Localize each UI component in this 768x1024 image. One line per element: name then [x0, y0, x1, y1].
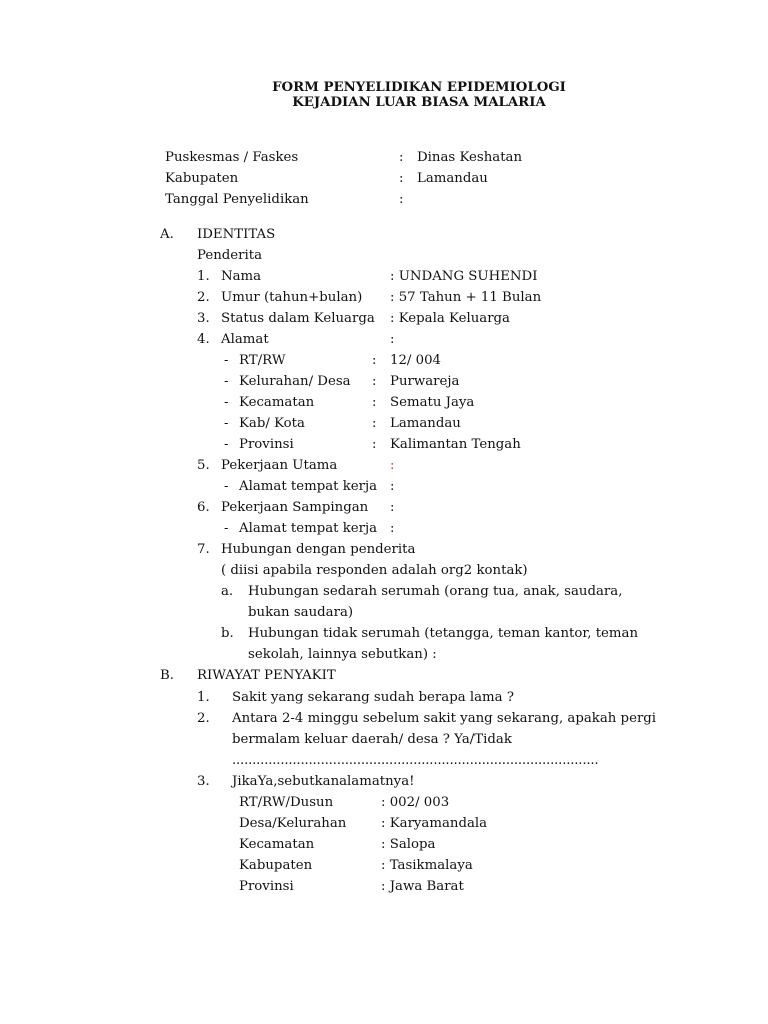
- address-label-kelurahan: Kelurahan/ Desa: [239, 374, 351, 389]
- address-dash: -: [224, 353, 229, 368]
- q3-label-kecamatan: Kecamatan: [239, 837, 315, 852]
- address-value-rtrw: 12/ 004: [390, 353, 442, 368]
- section-a-letter: A.: [160, 227, 174, 242]
- address-label-kecamatan: Kecamatan: [239, 395, 315, 410]
- item-number: 5.: [197, 458, 210, 473]
- item-label-alamat: Alamat: [221, 332, 269, 347]
- item-note-kontak: ( diisi apabila responden adalah org2 kontak): [221, 563, 528, 578]
- item-sep: :: [390, 500, 395, 515]
- q3-value-rtrw-dusun: : 002/ 003: [381, 795, 450, 810]
- item-number: 3.: [197, 311, 210, 326]
- question-3: JikaYa,sebutkanalamatnya!: [232, 774, 415, 789]
- address-dash: -: [224, 374, 229, 389]
- q3-label-desa: Desa/Kelurahan: [239, 816, 347, 831]
- item-sep-red: :: [390, 458, 395, 473]
- field-label-puskesmas: Puskesmas / Faskes: [165, 150, 299, 165]
- question-number: 2.: [197, 711, 210, 726]
- option-letter: b.: [221, 626, 234, 641]
- item-value-alamat: :: [390, 332, 395, 347]
- address-label-kab-kota: Kab/ Kota: [239, 416, 305, 431]
- field-value-puskesmas: Dinas Keshatan: [417, 150, 523, 165]
- address-sep: :: [372, 437, 377, 452]
- item-number: 1.: [197, 269, 210, 284]
- item-number: 2.: [197, 290, 210, 305]
- question-number: 1.: [197, 690, 210, 705]
- address-value-kecamatan: Sematu Jaya: [390, 395, 475, 410]
- q3-label-kabupaten: Kabupaten: [239, 858, 313, 873]
- question-2-line2: bermalam keluar daerah/ desa ? Ya/Tidak: [232, 732, 512, 747]
- address-dash: -: [224, 521, 229, 536]
- address-dash: -: [224, 479, 229, 494]
- item-sep: :: [390, 479, 395, 494]
- section-b-title: RIWAYAT PENYAKIT: [197, 668, 336, 683]
- item-label-status: Status dalam Keluarga: [221, 311, 375, 326]
- address-dash: -: [224, 437, 229, 452]
- q3-value-provinsi: : Jawa Barat: [381, 879, 464, 894]
- item-value-umur: : 57 Tahun + 11 Bulan: [390, 290, 542, 305]
- question-2-line1: Antara 2-4 minggu sebelum sakit yang sekarang, apakah pergi: [232, 711, 657, 726]
- q3-value-desa: : Karyamandala: [381, 816, 488, 831]
- field-label-tanggal: Tanggal Penyelidikan: [165, 192, 309, 207]
- field-value-kabupaten: Lamandau: [417, 171, 488, 186]
- field-sep: :: [399, 171, 404, 186]
- address-value-provinsi: Kalimantan Tengah: [390, 437, 521, 452]
- address-sep: :: [372, 374, 377, 389]
- section-a-title: IDENTITAS: [197, 227, 276, 242]
- address-label-rtrw: RT/RW: [239, 353, 286, 368]
- address-dash: -: [224, 416, 229, 431]
- item-label-umur: Umur (tahun+bulan): [221, 290, 363, 305]
- option-letter: a.: [221, 584, 234, 599]
- form-title-line2: KEJADIAN LUAR BIASA MALARIA: [292, 95, 546, 110]
- option-a-line2: bukan saudara): [248, 605, 354, 620]
- question-number: 3.: [197, 774, 210, 789]
- address-sep: :: [372, 416, 377, 431]
- item-label-pekerjaan-sampingan: Pekerjaan Sampingan: [221, 500, 369, 515]
- item-sep: :: [390, 521, 395, 536]
- address-value-kelurahan: Purwareja: [390, 374, 460, 389]
- answer-dotted-line: ...........................................................................................: [232, 753, 599, 768]
- q3-value-kecamatan: : Salopa: [381, 837, 436, 852]
- item-label-alamat-kerja: Alamat tempat kerja: [239, 479, 378, 494]
- item-value-nama: : UNDANG SUHENDI: [390, 269, 538, 284]
- option-b-line2: sekolah, lainnya sebutkan) :: [248, 647, 437, 662]
- question-1: Sakit yang sekarang sudah berapa lama ?: [232, 690, 514, 705]
- field-sep: :: [399, 192, 404, 207]
- address-value-kab-kota: Lamandau: [390, 416, 461, 431]
- item-label-pekerjaan-utama: Pekerjaan Utama: [221, 458, 338, 473]
- option-b-line1: Hubungan tidak serumah (tetangga, teman kantor, teman: [248, 626, 639, 641]
- address-sep: :: [372, 395, 377, 410]
- item-label-nama: Nama: [221, 269, 262, 284]
- field-label-kabupaten: Kabupaten: [165, 171, 239, 186]
- q3-label-provinsi: Provinsi: [239, 879, 294, 894]
- item-value-status: : Kepala Keluarga: [390, 311, 510, 326]
- q3-label-rtrw-dusun: RT/RW/Dusun: [239, 795, 334, 810]
- q3-value-kabupaten: : Tasikmalaya: [381, 858, 473, 873]
- item-number: 6.: [197, 500, 210, 515]
- item-number: 7.: [197, 542, 210, 557]
- option-a-line1: Hubungan sedarah serumah (orang tua, anak, saudara,: [248, 584, 623, 599]
- form-title-line1: FORM PENYELIDIKAN EPIDEMIOLOGI: [272, 80, 566, 95]
- item-label-hubungan: Hubungan dengan penderita: [221, 542, 416, 557]
- address-label-provinsi: Provinsi: [239, 437, 294, 452]
- item-label-alamat-kerja: Alamat tempat kerja: [239, 521, 378, 536]
- section-a-subtitle: Penderita: [197, 248, 263, 263]
- field-sep: :: [399, 150, 404, 165]
- item-number: 4.: [197, 332, 210, 347]
- address-dash: -: [224, 395, 229, 410]
- address-sep: :: [372, 353, 377, 368]
- section-b-letter: B.: [160, 668, 174, 683]
